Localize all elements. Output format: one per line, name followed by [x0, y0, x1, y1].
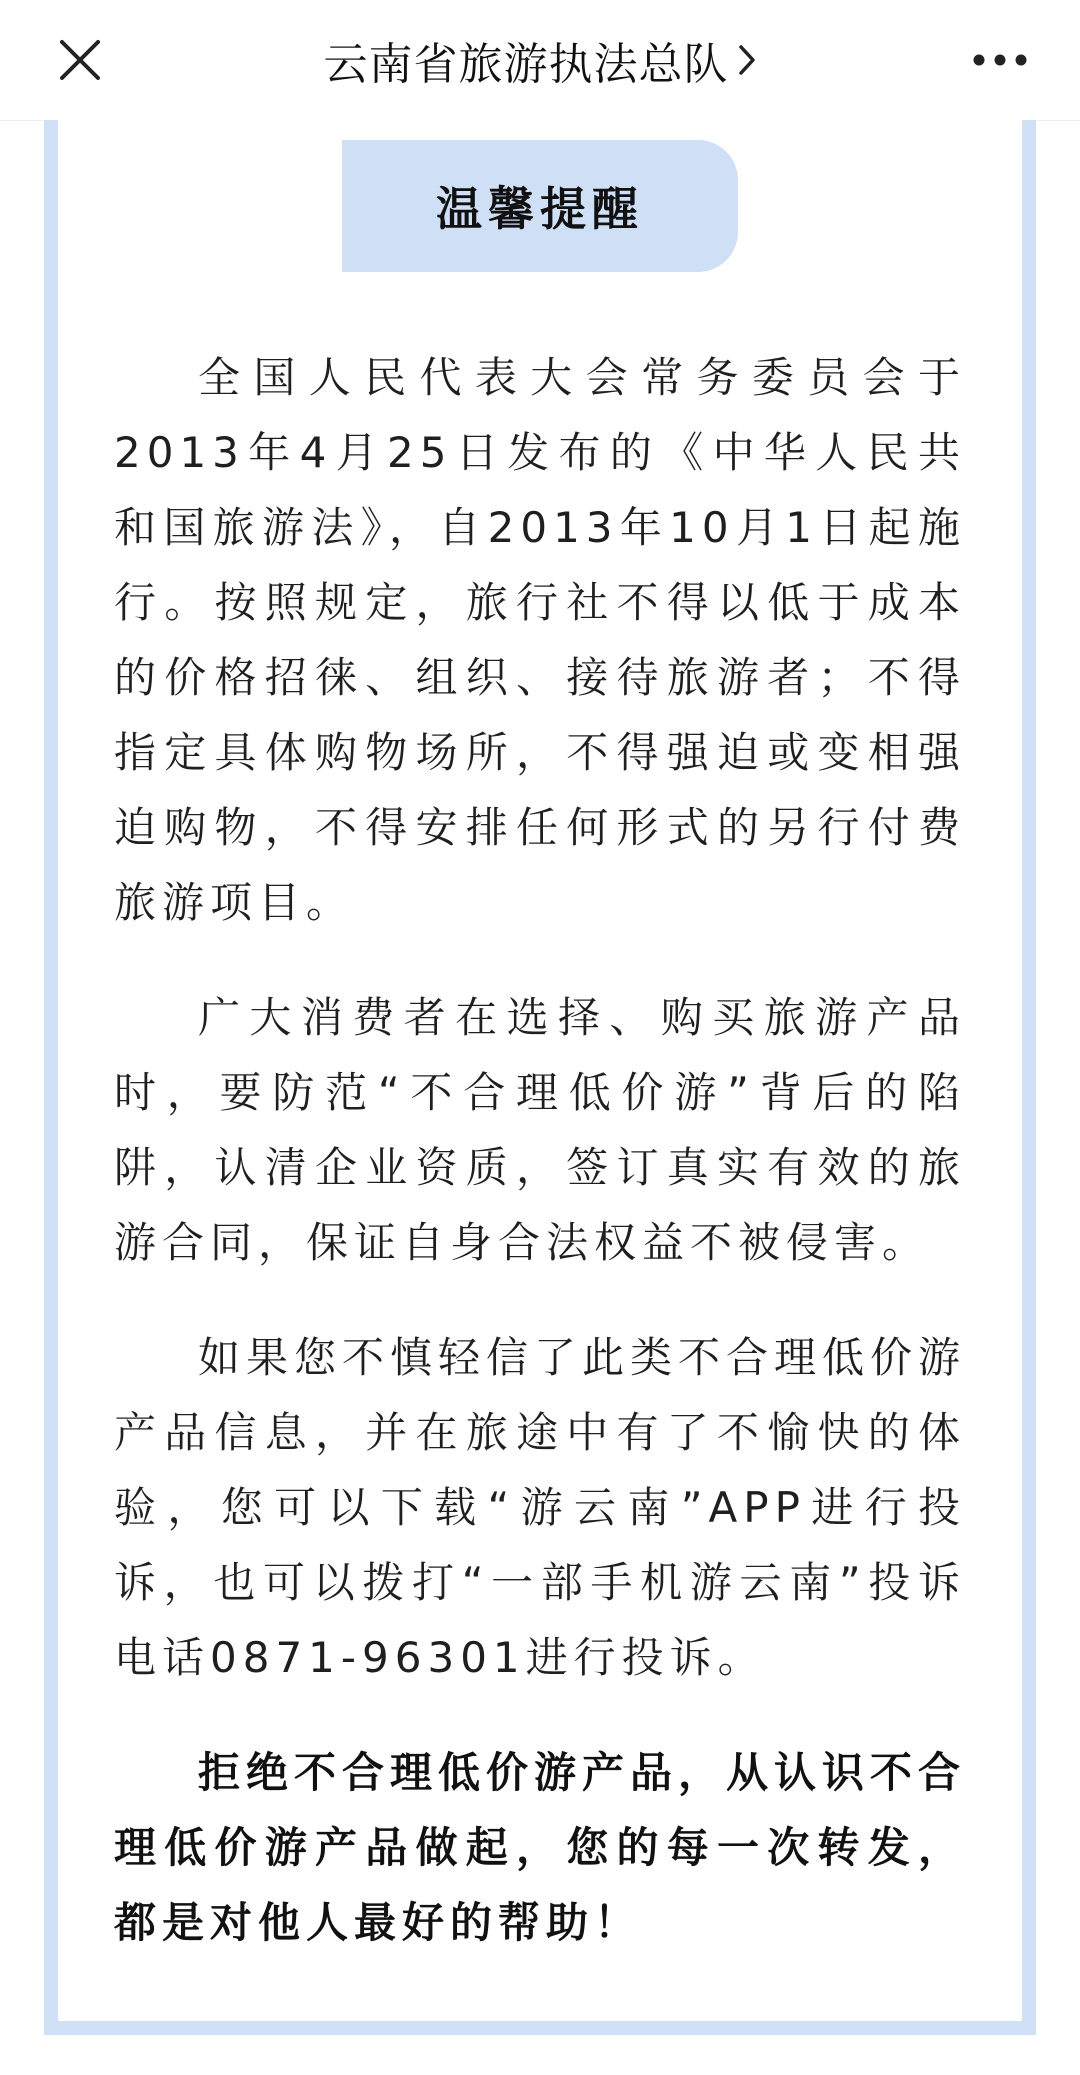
article-content [114, 340, 966, 2000]
paragraph-consumer-advice: 广大消费者在选择、购买旅游产品时，要防范“不合理低价游”背后的陷阱，认清企业资质，签订真实有效的旅游合同，保证自身合法权益不被侵害。 [114, 993, 966, 1267]
top-navigation-bar [0, 0, 1080, 121]
chevron-right-icon [737, 43, 757, 77]
paragraph-call-to-action: 拒绝不合理低价游产品，从认识不合理低价游产品做起，您的每一次转发，都是对他人最好的帮助！ [114, 1748, 967, 1947]
close-icon [58, 38, 102, 82]
more-button[interactable] [960, 30, 1040, 90]
more-icon [972, 53, 1028, 67]
account-title-link[interactable] [200, 0, 880, 120]
paragraph-complaint-info: 如果您不慎轻信了此类不合理低价游产品信息，并在旅途中有了不愉快的体验，您可以下载“游云南”APP进行投诉，也可以拨打“一部手机游云南”投诉电话0871-96301进行投诉。 [114, 1333, 967, 1682]
close-button[interactable] [50, 30, 110, 90]
reminder-badge [342, 140, 738, 272]
page-title: 云南省旅游执法总队 [323, 39, 729, 90]
paragraph-tourism-law: 全国人民代表大会常务委员会于2013年4月25日发布的《中华人民共和国旅游法》，自2013年10月1日起施行。按照规定，旅行社不得以低于成本的价格招徕、组织、接待旅游者；不得指定具体购物场所，不得强迫或变相强迫购物，不得安排任何形式的另行付费旅游项目。 [114, 353, 966, 927]
reminder-title: 温馨提醒 [436, 182, 644, 236]
